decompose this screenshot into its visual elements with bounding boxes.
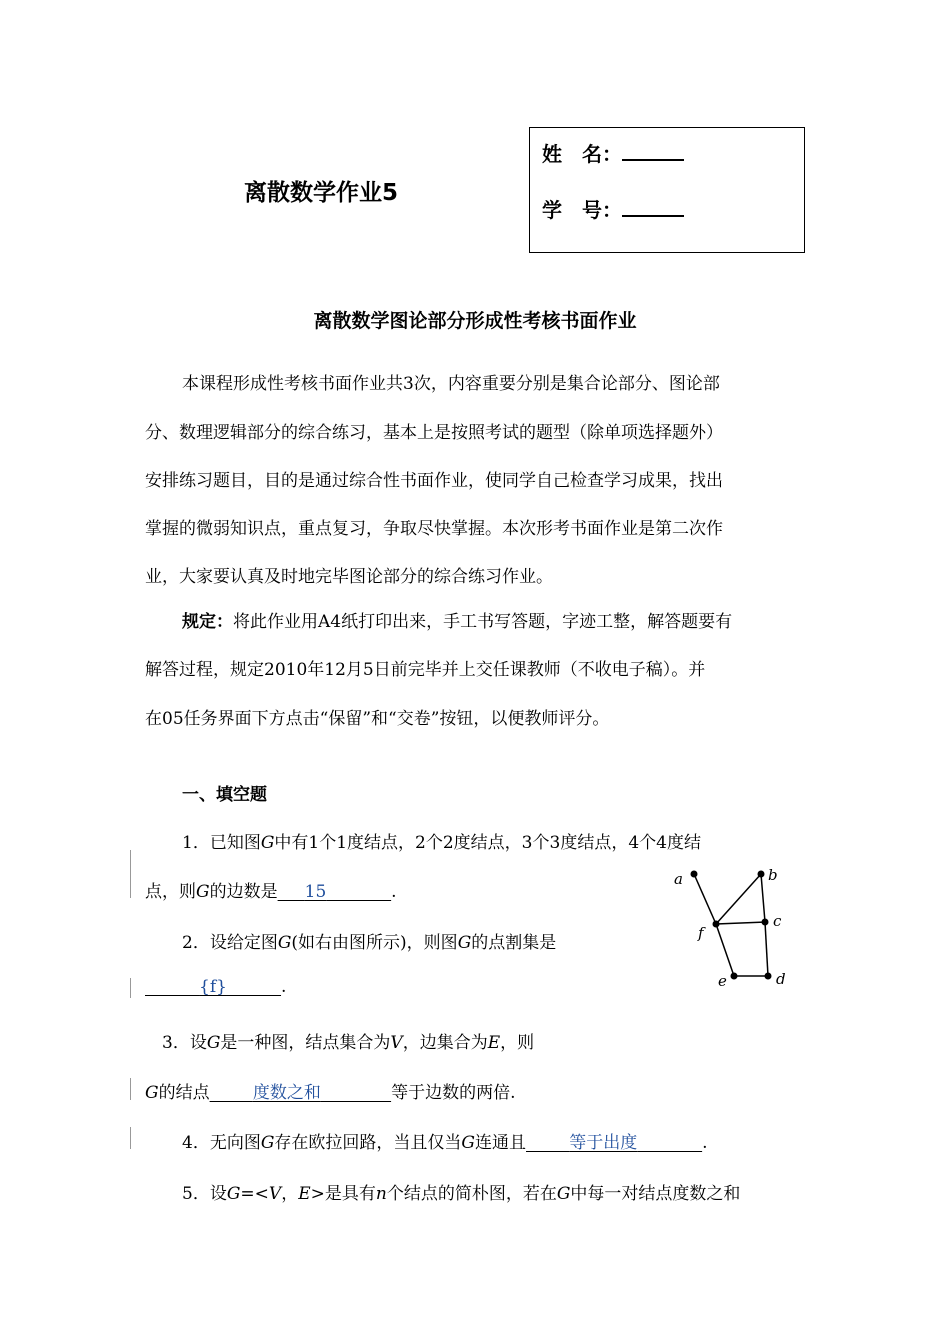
answer-4-blank[interactable] — [526, 1133, 702, 1153]
margin-mark — [130, 1078, 131, 1100]
section-heading-fill-in: 一、填空题 — [182, 785, 267, 805]
answer-3-blank[interactable] — [210, 1083, 391, 1103]
edge-f-b — [716, 874, 761, 924]
node-c — [762, 919, 769, 926]
answer-1-blank[interactable] — [278, 882, 392, 902]
intro-line-4: 掌握的微弱知识点，重点复习，争取尽快掌握。本次形考书面作业是第二次作 — [145, 519, 723, 539]
node-b — [758, 871, 765, 878]
name-blank[interactable] — [622, 141, 684, 161]
student-id-field[interactable] — [542, 194, 684, 223]
student-id-label: 学 号： — [542, 198, 622, 222]
intro-line-5: 业，大家要认真及时地完毕图论部分的综合练习作业。 — [145, 567, 553, 587]
answer-4: 等于出度 — [569, 1133, 638, 1153]
student-info-box — [529, 127, 805, 253]
name-field[interactable] — [542, 138, 684, 167]
intro-line-3: 安排练习题目，目的是通过综合性书面作业，使同学自己检查学习成果，找出 — [145, 471, 723, 491]
margin-mark — [130, 850, 131, 898]
question-4-line: 4．无向图G存在欧拉回路，当且仅当G连通且 等于出度 . — [182, 1133, 708, 1153]
edge-b-c — [761, 874, 765, 922]
node-d — [765, 973, 772, 980]
edge-f-c — [716, 922, 765, 924]
node-label-f: f — [698, 924, 704, 942]
answer-3: 度数之和 — [252, 1083, 321, 1103]
rule-line-2: 解答过程，规定2010年12月5日前完毕并上交任课教师（不收电子稿）。并 — [145, 660, 706, 680]
intro-line-1: 本课程形成性考核书面作业共3次，内容重要分别是集合论部分、图论部 — [182, 374, 720, 394]
question-1-line-2: 点，则G的边数是 15 . — [145, 882, 397, 902]
rule-text-1: 将此作业用A4纸打印出来，手工书写答题，字迹工整，解答题要有 — [233, 612, 733, 632]
document-title: 离散数学作业5 — [244, 180, 399, 206]
edge-c-d — [765, 922, 768, 976]
question-1-line-1: 1．已知图G中有1个1度结点，2个2度结点，3个3度结点，4个4度结 — [182, 833, 701, 853]
assignment-subtitle: 离散数学图论部分形成性考核书面作业 — [313, 310, 637, 332]
rule-label: 规定： — [182, 612, 233, 632]
edge-f-e — [716, 924, 734, 976]
rule-line-3: 在05任务界面下方点击“保留”和“交卷”按钮，以便教师评分。 — [145, 709, 610, 729]
node-f — [713, 921, 720, 928]
margin-mark — [130, 978, 131, 998]
margin-mark — [130, 1127, 131, 1149]
node-a — [691, 871, 698, 878]
node-e — [731, 973, 738, 980]
edge-a-f — [694, 874, 716, 924]
question-3-line-2: G的结点 度数之和 等于边数的两倍. — [145, 1083, 516, 1103]
answer-2: {f} — [199, 977, 227, 997]
answer-2-blank[interactable] — [145, 977, 281, 997]
question-2-line-2: {f} . — [145, 977, 286, 997]
node-label-e: e — [718, 972, 727, 990]
question-2-line-1: 2．设给定图G(如右由图所示)，则图G的点割集是 — [182, 933, 557, 953]
node-label-c: c — [773, 912, 782, 930]
student-id-blank[interactable] — [622, 197, 684, 217]
rule-line-1 — [182, 607, 732, 632]
question-3-line-1: 3．设G是一种图，结点集合为V，边集合为E，则 — [162, 1033, 535, 1053]
intro-line-2: 分、数理逻辑部分的综合练习，基本上是按照考试的题型（除单项选择题外） — [145, 423, 723, 443]
graph-figure — [668, 862, 798, 992]
node-label-a: a — [674, 870, 683, 888]
name-label: 姓 名： — [542, 142, 622, 166]
node-label-b: b — [768, 866, 778, 884]
node-label-d: d — [776, 970, 786, 988]
question-5-line: 5．设G=<V，E>是具有n个结点的简朴图，若在G中每一对结点度数之和 — [182, 1184, 741, 1204]
answer-1: 15 — [304, 882, 327, 902]
